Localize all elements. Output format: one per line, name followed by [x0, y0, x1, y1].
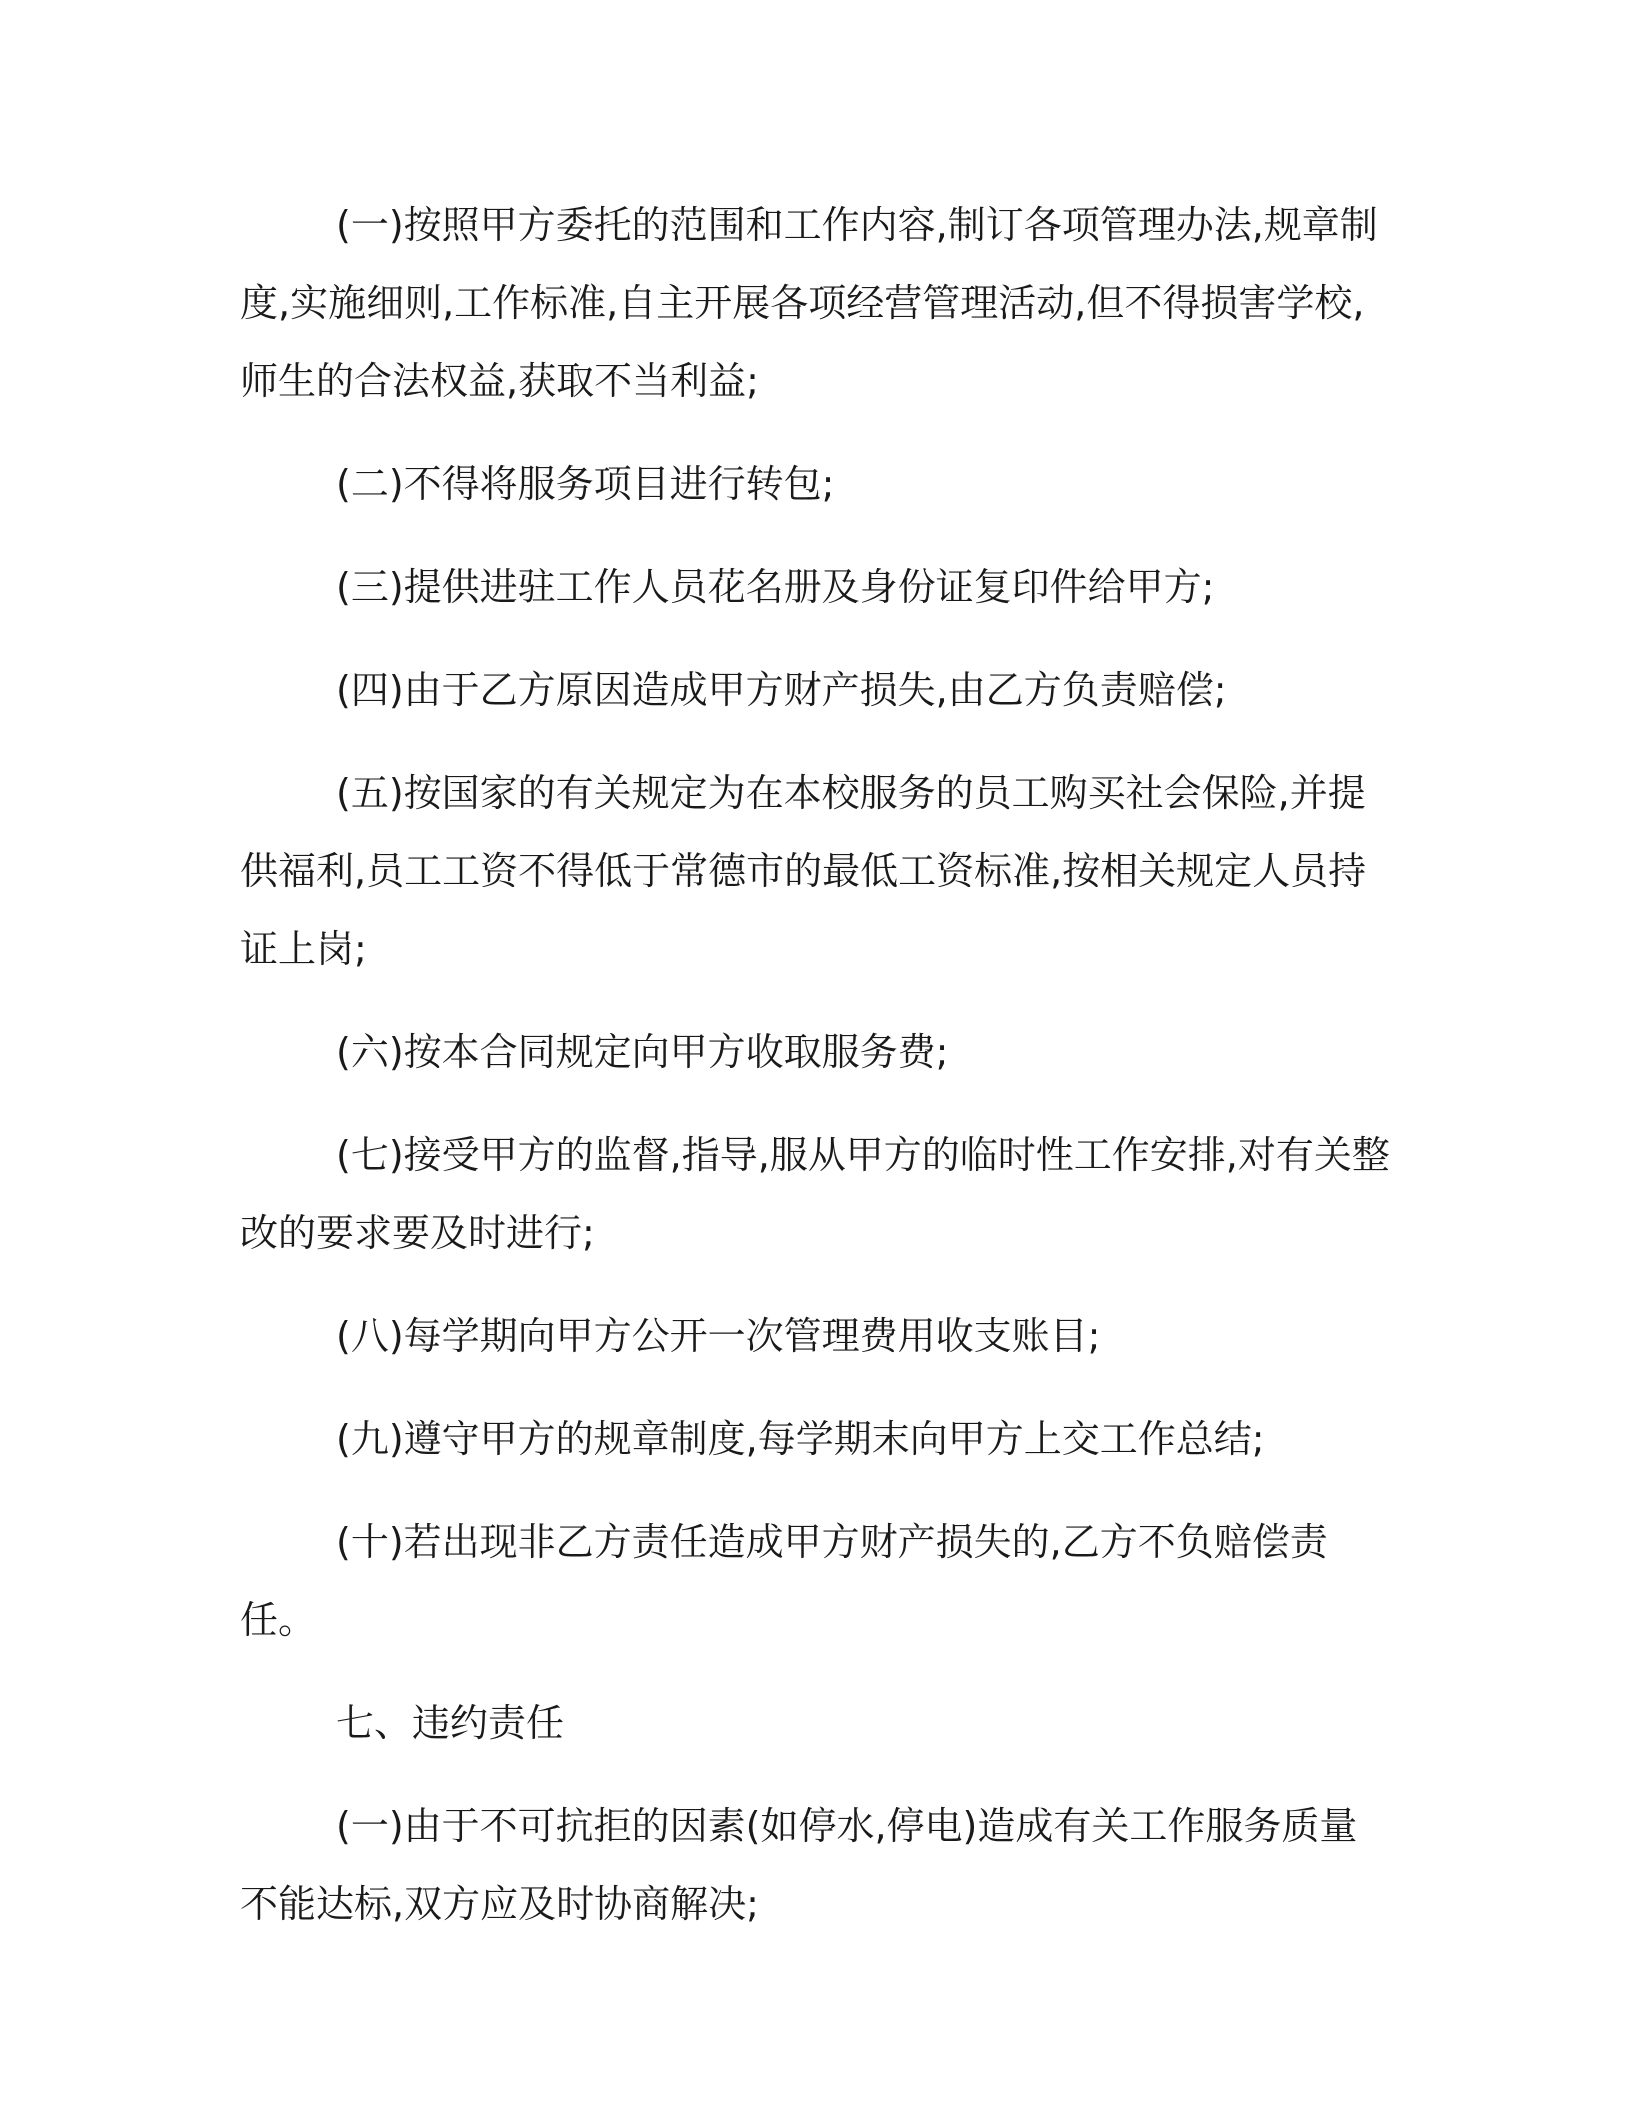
clause-4: (四)由于乙方原因造成甲方财产损失,由乙方负责赔偿; — [336, 668, 1227, 712]
clause-2: (二)不得将服务项目进行转包; — [336, 462, 835, 506]
document-body — [240, 186, 1390, 1968]
clause-5: (五)按国家的有关规定为在本校服务的员工购买社会保险,并提供福利,员工工资不得低于常德市的最低工资标准,按相关规定人员持证上岗; — [240, 771, 1367, 971]
clause-10: (十)若出现非乙方责任造成甲方财产损失的,乙方不负赔偿责任。 — [240, 1520, 1328, 1642]
clause-8: (八)每学期向甲方公开一次管理费用收支账目; — [336, 1314, 1101, 1358]
clause-1: (一)按照甲方委托的范围和工作内容,制订各项管理办法,规章制度,实施细则,工作标准,自主开展各项经营管理活动,但不得损害学校,师生的合法权益,获取不当利益; — [240, 203, 1378, 403]
clause-9: (九)遵守甲方的规章制度,每学期末向甲方上交工作总结; — [336, 1417, 1265, 1461]
clause-7: (七)接受甲方的监督,指导,服从甲方的临时性工作安排,对有关整改的要求要及时进行; — [240, 1133, 1390, 1255]
clause-6: (六)按本合同规定向甲方收取服务费; — [336, 1030, 949, 1074]
section-heading: 七、违约责任 — [336, 1701, 565, 1745]
section-clause-1: (一)由于不可抗拒的因素(如停水,停电)造成有关工作服务质量不能达标,双方应及时协商解决; — [240, 1804, 1358, 1926]
clause-3: (三)提供进驻工作人员花名册及身份证复印件给甲方; — [336, 565, 1215, 609]
